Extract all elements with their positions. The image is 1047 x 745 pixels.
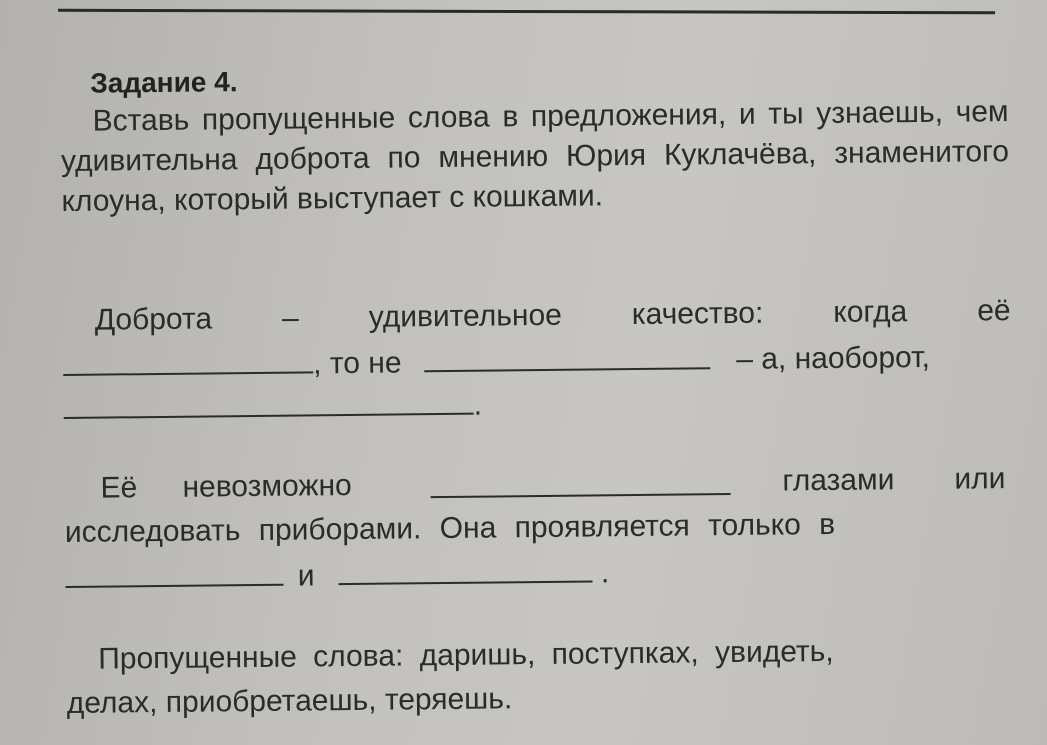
paragraph1-word: удивительное <box>368 298 563 334</box>
paragraph1-word: качество: <box>631 296 764 332</box>
answer-words-line1 <box>66 633 1014 683</box>
blank-field-3[interactable] <box>63 387 473 419</box>
top-divider <box>58 9 995 14</box>
paragraph2-word: невозможно <box>182 468 352 504</box>
paragraph2-text: исследовать приборами. Она проявляется только в <box>64 507 836 549</box>
paragraph1-word: её <box>977 294 1011 328</box>
task-content <box>60 50 1011 720</box>
paragraph1-word: Доброта <box>94 302 213 337</box>
paragraph1-line1 <box>63 294 1011 344</box>
blank-field-1[interactable] <box>63 345 313 376</box>
paragraph2-line2 <box>65 506 1013 556</box>
paragraph1-text: , то не <box>313 346 402 381</box>
paragraph2-word: Её <box>100 471 138 505</box>
paragraph1-line2 <box>63 338 1011 388</box>
paragraph1-word: – <box>281 301 299 335</box>
paragraph1-word: когда <box>833 295 908 329</box>
answer-words-text: делах, приобретаешь, теряешь. <box>66 682 513 720</box>
paragraph1-text: . <box>473 388 483 422</box>
paragraph2-text: . <box>600 556 610 590</box>
paragraph2-line1 <box>64 462 1012 512</box>
paragraph2-text: и <box>297 559 315 593</box>
answer-words-line2 <box>67 677 1015 727</box>
blank-field-4[interactable] <box>430 467 730 498</box>
blank-field-2[interactable] <box>424 341 710 372</box>
paragraph2-word: или <box>954 462 1006 496</box>
paragraph2-line3 <box>65 550 1013 600</box>
answer-words-text: Пропущенные слова: даришь, поступках, увидеть, <box>98 634 834 676</box>
task-instruction: Вставь пропущенные слова в предложения, и ты узнаешь, чем удивительна доброта по мнению Юрия Куклачёва, знаменитого клоуна, который выступает с кошками. <box>60 95 1010 218</box>
blank-field-5[interactable] <box>65 558 283 588</box>
task-title: Задание 4. <box>90 66 238 99</box>
paragraph1-text: – а, наоборот, <box>736 340 931 376</box>
blank-field-6[interactable] <box>339 554 593 585</box>
paragraph2-word: глазами <box>782 463 895 498</box>
paragraph1-line3 <box>63 381 1011 431</box>
